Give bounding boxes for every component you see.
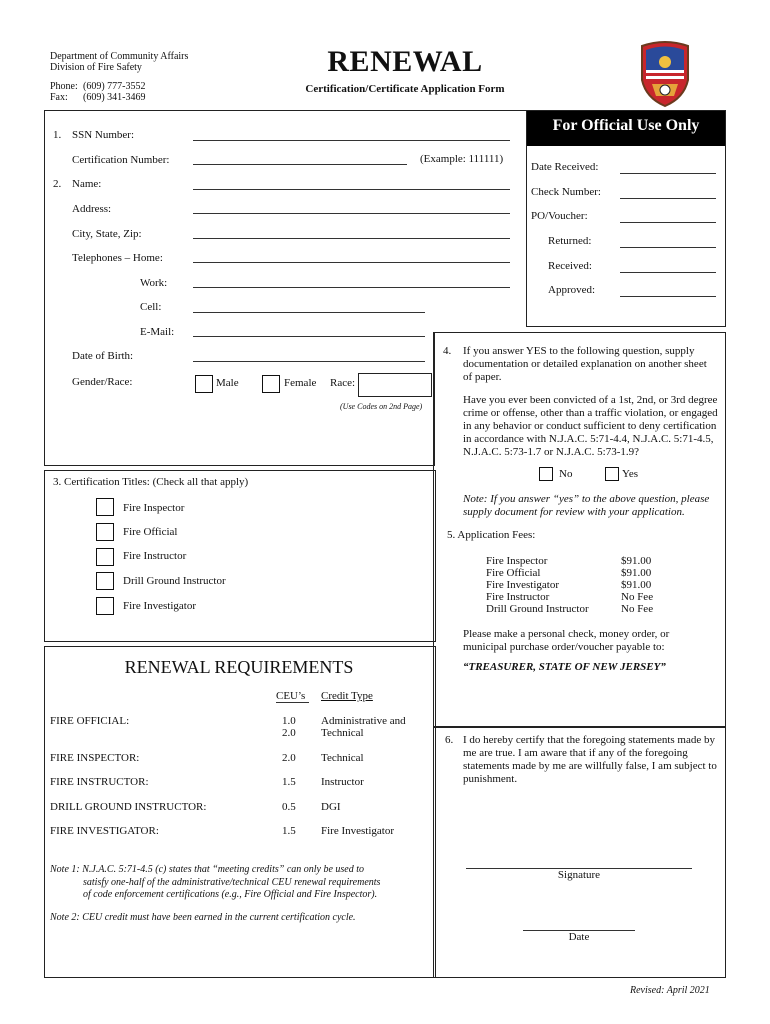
credit-type-column-header: Credit Type xyxy=(321,690,373,702)
renewal-requirements-title: RENEWAL REQUIREMENTS xyxy=(124,657,354,677)
requirement-credit: DGI xyxy=(321,801,341,813)
fire-official-checkbox[interactable] xyxy=(96,523,114,541)
fee-name: Fire Instructor xyxy=(486,591,550,603)
section4-number: 4. xyxy=(443,345,452,357)
fax-label: Fax: xyxy=(50,92,68,103)
fee-name: Fire Inspector xyxy=(486,555,548,567)
race-label: Race: xyxy=(330,377,356,389)
phone-label: Phone: xyxy=(50,81,78,92)
fee-amount: $91.00 xyxy=(621,567,652,579)
page-title: RENEWAL xyxy=(327,45,483,78)
dob-label: Date of Birth: xyxy=(72,350,134,362)
division-emblem-icon xyxy=(638,40,692,108)
ceu-column-header: CEU’s xyxy=(276,690,306,702)
address-field[interactable] xyxy=(193,213,510,214)
fee-amount: $91.00 xyxy=(621,555,652,567)
fee-name: Fire Official xyxy=(486,567,541,579)
drill-ground-instructor-checkbox[interactable] xyxy=(96,572,114,590)
fire-investigator-checkbox[interactable] xyxy=(96,597,114,615)
race-codes-note: (Use Codes on 2nd Page) xyxy=(340,402,423,411)
official-check-number-line[interactable] xyxy=(620,198,716,199)
requirement-credit: Technical xyxy=(321,727,364,739)
official-approved: Approved: xyxy=(548,284,596,296)
requirements-note-1-cont: satisfy one-half of the administrative/technical CEU renewal requirements xyxy=(83,877,381,888)
official-po-voucher-line[interactable] xyxy=(620,222,716,223)
requirement-ceu: 0.5 xyxy=(282,801,296,813)
ssn-field[interactable] xyxy=(193,140,510,141)
official-returned: Returned: xyxy=(548,235,592,247)
official-use-title: For Official Use Only xyxy=(527,111,725,146)
revised-date: Revised: April 2021 xyxy=(630,985,710,996)
home-phone-field[interactable] xyxy=(193,262,510,263)
email-label: E-Mail: xyxy=(140,326,175,338)
cell-phone-field[interactable] xyxy=(193,312,425,313)
official-returned-line[interactable] xyxy=(620,247,716,248)
conviction-yes-label: Yes xyxy=(622,468,639,480)
home-phone-label: Telephones – Home: xyxy=(72,252,163,264)
requirement-title: FIRE INSPECTOR: xyxy=(50,752,140,764)
cert-number-label: Certification Number: xyxy=(72,154,170,166)
fire-inspector-label: Fire Inspector xyxy=(123,502,185,514)
requirement-credit: Instructor xyxy=(321,776,364,788)
fire-instructor-label: Fire Instructor xyxy=(123,550,187,562)
fee-amount: No Fee xyxy=(621,591,654,603)
race-input[interactable] xyxy=(358,373,432,397)
official-po-voucher: PO/Voucher: xyxy=(531,210,588,222)
section1-number: 1. xyxy=(53,129,62,141)
official-approved-line[interactable] xyxy=(620,296,716,297)
male-checkbox[interactable] xyxy=(195,375,213,393)
section4-intro: If you answer YES to the following question, supply documentation or detailed explanation on another sheet of paper. xyxy=(463,345,707,383)
requirement-ceu: 1.5 xyxy=(282,776,296,788)
fee-name: Drill Ground Instructor xyxy=(486,603,589,615)
fee-amount: No Fee xyxy=(621,603,654,615)
conviction-note: Note: If you answer “yes” to the above question, please supply document for review with your application. xyxy=(463,493,710,518)
treasurer-payee: “TREASURER, STATE OF NEW JERSEY” xyxy=(463,661,666,673)
requirements-note-1-cont2: of code enforcement certifications (e.g., Fire Official and Fire Inspector). xyxy=(83,889,378,900)
work-phone-label: Work: xyxy=(140,277,168,289)
address-label: Address: xyxy=(72,203,112,215)
dob-field[interactable] xyxy=(193,361,425,362)
conviction-question: Have you ever been convicted of a 1st, 2nd, or 3rd degree crime or offense, other than a traffic violation, or engaged in any behavior or conduct sufficient to deny certification in accordance with N.J.A.C. 5:71-4.4, N.J.A.C. 5:71-4.5, N.J.A.C. 5:73-1.7 or N.J.A.C. 5:73-1.9? xyxy=(463,394,718,458)
payable-instructions: Please make a personal check, money order, or municipal purchase order/voucher payable to: xyxy=(463,628,670,653)
name-label: Name: xyxy=(72,178,102,190)
cert-number-example: (Example: 111111) xyxy=(420,153,504,165)
requirement-credit: Technical xyxy=(321,752,364,764)
ssn-label: SSN Number: xyxy=(72,129,135,141)
phone-number: (609) 777-3552 xyxy=(83,81,146,92)
requirement-title: FIRE INVESTIGATOR: xyxy=(50,825,159,837)
signature-label: Signature xyxy=(557,869,601,881)
requirements-note-2: Note 2: CEU credit must have been earned in the current certification cycle. xyxy=(50,912,356,923)
fee-amount: $91.00 xyxy=(621,579,652,591)
requirement-credit: Fire Investigator xyxy=(321,825,395,837)
female-label: Female xyxy=(284,377,317,389)
male-label: Male xyxy=(216,377,239,389)
requirement-credit: Administrative and xyxy=(321,715,406,727)
page-subtitle: Certification/Certificate Application Form xyxy=(305,83,505,95)
gender-race-label: Gender/Race: xyxy=(72,376,133,388)
name-field[interactable] xyxy=(193,189,510,190)
female-checkbox[interactable] xyxy=(262,375,280,393)
cell-phone-label: Cell: xyxy=(140,301,162,313)
certification-statement: I do hereby certify that the foregoing statements made by me are true. I am aware that if any of the foregoing statements made by me are willfully false, I am subject to punishment. xyxy=(463,734,717,785)
requirement-ceu: 1.5 xyxy=(282,825,296,837)
city-field[interactable] xyxy=(193,238,510,239)
date-label: Date xyxy=(568,931,590,943)
fire-inspector-checkbox[interactable] xyxy=(96,498,114,516)
conviction-yes-checkbox[interactable] xyxy=(605,467,619,481)
header-division: Division of Fire Safety xyxy=(50,62,142,73)
fire-instructor-checkbox[interactable] xyxy=(96,548,114,566)
certification-titles-header: 3. Certification Titles: (Check all that apply) xyxy=(53,476,249,488)
official-received-line[interactable] xyxy=(620,272,716,273)
official-check-number: Check Number: xyxy=(531,186,601,198)
application-fees-header: 5. Application Fees: xyxy=(447,529,536,541)
official-received: Received: xyxy=(548,260,592,272)
drill-ground-instructor-label: Drill Ground Instructor xyxy=(123,575,226,587)
official-date-received: Date Received: xyxy=(531,161,599,173)
header-dept: Department of Community Affairs xyxy=(50,51,189,62)
fee-name: Fire Investigator xyxy=(486,579,560,591)
work-phone-field[interactable] xyxy=(193,287,510,288)
requirement-ceu: 1.0 xyxy=(282,715,296,727)
section6-number: 6. xyxy=(445,734,454,746)
requirement-ceu: 2.0 xyxy=(282,752,296,764)
fire-official-label: Fire Official xyxy=(123,526,178,538)
fire-investigator-label: Fire Investigator xyxy=(123,600,197,612)
requirement-ceu: 2.0 xyxy=(282,727,296,739)
requirement-title: FIRE INSTRUCTOR: xyxy=(50,776,149,788)
requirement-title: DRILL GROUND INSTRUCTOR: xyxy=(50,801,207,813)
email-field[interactable] xyxy=(193,336,425,337)
city-label: City, State, Zip: xyxy=(72,228,142,240)
conviction-no-label: No xyxy=(559,468,573,480)
requirements-note-1: Note 1: N.J.A.C. 5:71-4.5 (c) states that “meeting credits” can only be used to xyxy=(50,864,365,875)
official-date-received-line[interactable] xyxy=(620,173,716,174)
fax-number: (609) 341-3469 xyxy=(83,92,146,103)
cert-number-field[interactable] xyxy=(193,164,407,165)
conviction-no-checkbox[interactable] xyxy=(539,467,553,481)
requirement-title: FIRE OFFICIAL: xyxy=(50,715,130,727)
section2-number: 2. xyxy=(53,178,62,190)
